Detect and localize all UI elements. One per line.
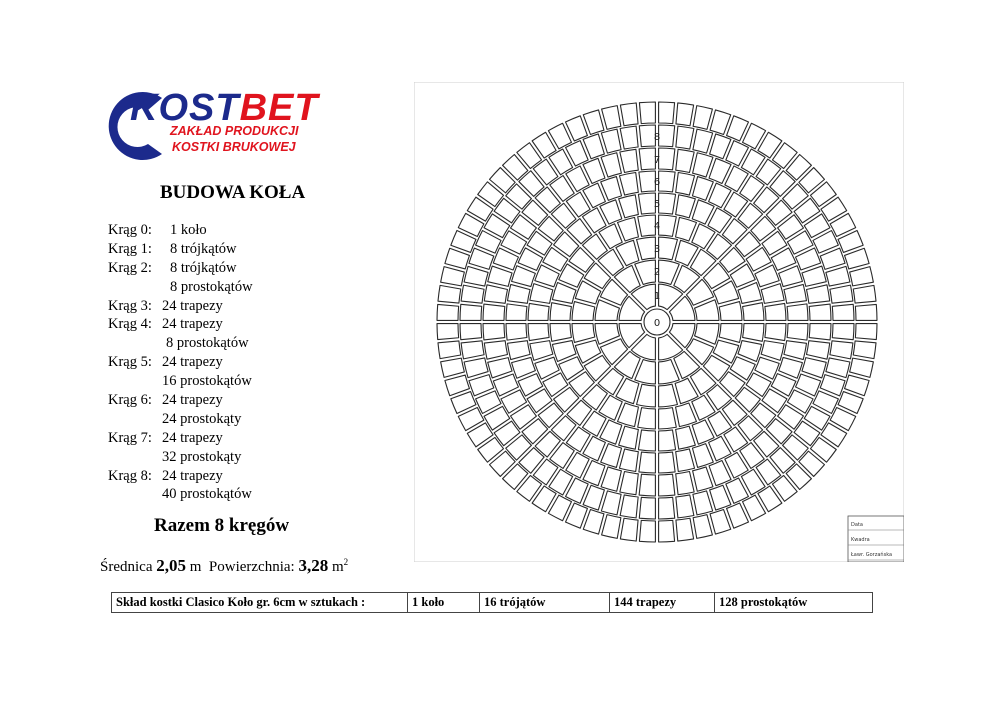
ring-value: 16 prostokątów bbox=[162, 373, 252, 390]
ring-value: 8 prostokątów bbox=[170, 278, 253, 295]
diameter-label: Średnica bbox=[100, 559, 153, 575]
paving-stone bbox=[483, 324, 505, 340]
paving-stone bbox=[676, 103, 694, 126]
stamp-text: Data bbox=[851, 522, 863, 528]
composition-cell-rectangles: 128 prostokątów bbox=[715, 593, 873, 613]
ring-number-label: 0 bbox=[653, 318, 661, 329]
paving-stone bbox=[506, 304, 527, 321]
paving-stone bbox=[832, 304, 854, 320]
stamp-text: Ławr. Gorzańska bbox=[851, 552, 893, 558]
ring-value: 40 prostokątów bbox=[162, 486, 252, 503]
paving-stone bbox=[639, 520, 655, 542]
paving-stone bbox=[765, 303, 786, 320]
logo-wordmark: KOSTBET bbox=[130, 87, 319, 129]
ring-label: Krąg 1: bbox=[108, 240, 152, 257]
paving-stone bbox=[659, 452, 676, 473]
paving-stone bbox=[832, 324, 854, 340]
paving-stone bbox=[809, 304, 831, 320]
ring-label: Krąg 0: bbox=[108, 222, 152, 238]
dimensions-line bbox=[100, 556, 348, 576]
paving-stone bbox=[853, 341, 876, 359]
total-rings: Razem 8 kręgów bbox=[154, 515, 290, 536]
ring-value: 1 koło bbox=[170, 222, 207, 238]
paving-stone bbox=[659, 171, 676, 192]
paving-stone bbox=[437, 324, 459, 340]
ring-label: Krąg 2: bbox=[108, 259, 152, 276]
area-unit: m bbox=[331, 559, 344, 575]
composition-label: Skład kostki Clasico Koło gr. 6cm w sztukach : bbox=[112, 593, 408, 613]
diameter-value: 2,05 bbox=[156, 556, 186, 575]
paving-stone bbox=[460, 304, 482, 320]
ring-value: 8 prostokątów bbox=[166, 335, 249, 352]
paving-stone bbox=[528, 324, 549, 341]
ring-number-label: 5 bbox=[653, 199, 661, 210]
composition-cell-triangles: 16 trójątów bbox=[480, 593, 610, 613]
paving-stone bbox=[460, 324, 482, 340]
paving-stone bbox=[787, 324, 808, 341]
company-logo bbox=[100, 88, 360, 163]
paving-stone bbox=[528, 303, 549, 320]
paving-stone bbox=[483, 304, 505, 320]
ring-value: 24 trapezy bbox=[162, 316, 223, 333]
ring-label: Krąg 4: bbox=[108, 316, 152, 333]
paving-stone bbox=[659, 148, 675, 170]
ring-value: 24 prostokąty bbox=[162, 410, 242, 427]
ring-label: Krąg 5: bbox=[108, 354, 152, 371]
paving-stone bbox=[809, 324, 831, 340]
paving-stone bbox=[659, 497, 675, 519]
paving-stone bbox=[620, 103, 638, 126]
paving-stone bbox=[855, 324, 877, 340]
paving-stone bbox=[437, 304, 459, 320]
composition-cell-circle: 1 koło bbox=[408, 593, 480, 613]
paving-stone bbox=[506, 324, 527, 341]
ring-number-label: 4 bbox=[653, 221, 661, 232]
paving-stone bbox=[787, 304, 808, 321]
ring-number-label: 1 bbox=[653, 291, 661, 302]
logo-line2: KOSTKI BRUKOWEJ bbox=[172, 140, 296, 154]
ring-number-label: 2 bbox=[653, 267, 661, 278]
page-title: BUDOWA KOŁA bbox=[160, 182, 306, 203]
paving-stone bbox=[659, 430, 676, 451]
composition-row bbox=[112, 593, 873, 613]
ring-value: 8 trójkątów bbox=[170, 240, 237, 257]
paving-stone bbox=[853, 285, 876, 303]
area-exponent: 2 bbox=[343, 557, 349, 567]
ring-number-label: 6 bbox=[653, 177, 661, 188]
composition-table bbox=[111, 592, 873, 613]
ring-value: 24 trapezy bbox=[162, 297, 223, 314]
paving-stone bbox=[639, 497, 655, 519]
paving-stone bbox=[765, 324, 786, 341]
paving-stone bbox=[659, 474, 675, 496]
paving-stone bbox=[620, 518, 638, 541]
area-value: 3,28 bbox=[298, 556, 329, 575]
ring-number-label: 8 bbox=[653, 132, 661, 143]
ring-value: 24 trapezy bbox=[162, 429, 223, 446]
paving-stone bbox=[855, 304, 877, 320]
ring-value: 24 trapezy bbox=[162, 467, 223, 484]
paving-stone bbox=[438, 285, 461, 303]
ring-value: 24 trapezy bbox=[162, 392, 223, 409]
paving-stone bbox=[659, 193, 676, 214]
paving-stone bbox=[638, 430, 655, 451]
paving-stone bbox=[659, 520, 675, 542]
ring-label: Krąg 7: bbox=[108, 429, 152, 446]
paving-stone bbox=[639, 102, 655, 124]
ring-number-label: 3 bbox=[653, 244, 661, 255]
paving-stone bbox=[438, 341, 461, 359]
diameter-unit: m bbox=[189, 559, 202, 575]
composition-cell-trapezoids: 144 trapezy bbox=[610, 593, 715, 613]
paving-stone bbox=[676, 518, 694, 541]
paving-stone bbox=[639, 474, 655, 496]
area-label: Powierzchnia: bbox=[208, 559, 295, 575]
ring-value: 8 trójkątów bbox=[170, 259, 237, 276]
paving-stone bbox=[639, 452, 656, 473]
logo-line1: ZAKŁAD PRODUKCJI bbox=[170, 124, 299, 138]
paving-stone bbox=[659, 125, 675, 147]
ring-number-label: 7 bbox=[653, 155, 661, 166]
ring-label: Krąg 8: bbox=[108, 467, 152, 484]
paving-stone bbox=[659, 102, 675, 124]
ring-label: Krąg 3: bbox=[108, 297, 152, 314]
ring-label: Krąg 6: bbox=[108, 392, 152, 409]
circle-paving-diagram bbox=[414, 82, 904, 562]
circle-diagram-svg bbox=[414, 82, 904, 562]
ring-value: 24 trapezy bbox=[162, 354, 223, 371]
ring-value: 32 prostokąty bbox=[162, 448, 242, 465]
stamp-text: Kwadra bbox=[851, 537, 870, 543]
